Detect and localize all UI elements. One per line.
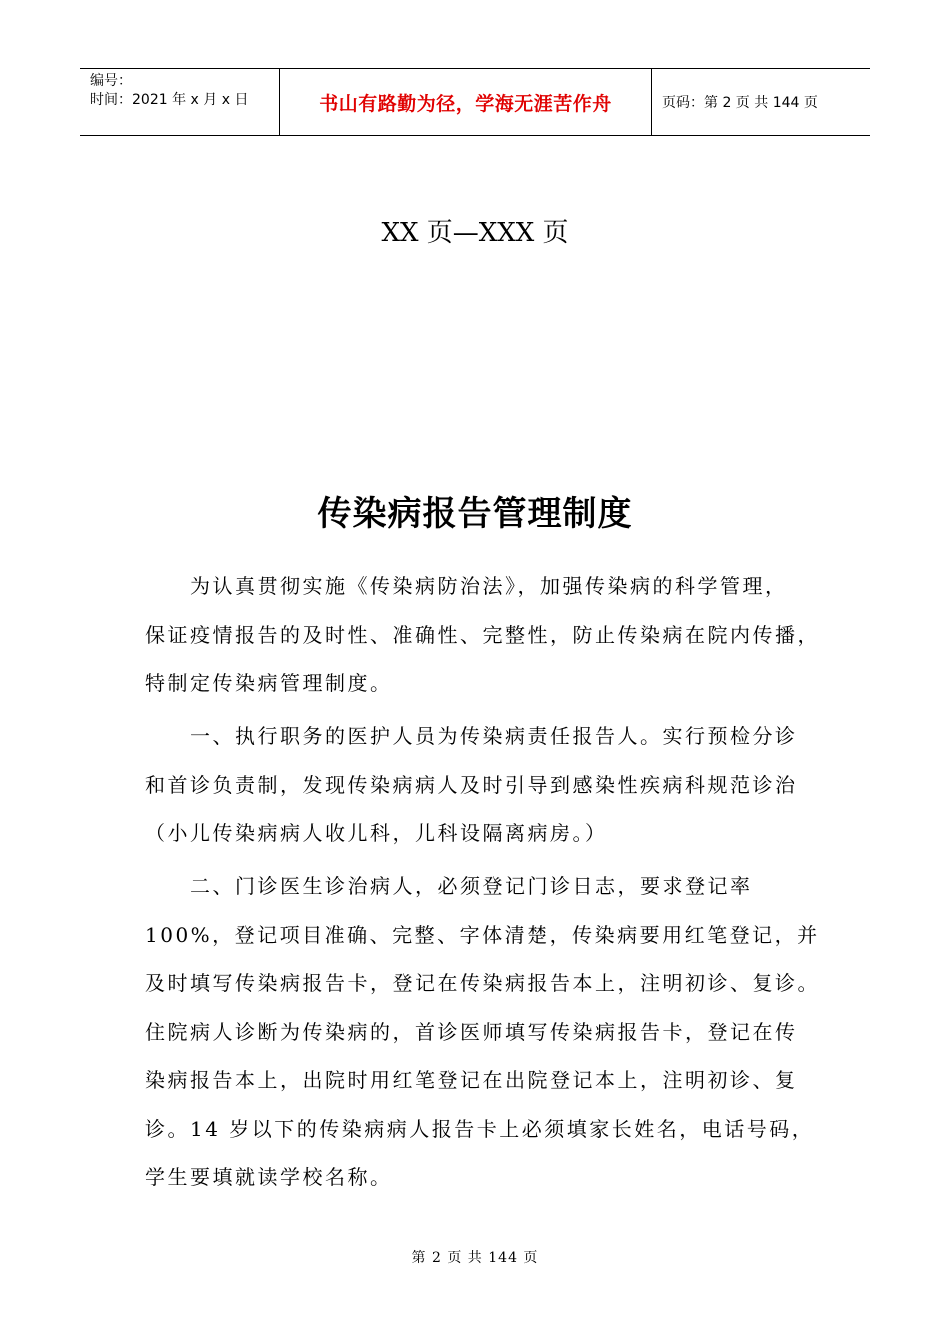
paragraph-line: 一、执行职务的医护人员为传染病责任报告人。实行预检分诊: [190, 724, 798, 748]
page-range: XX 页—XXX 页: [381, 218, 569, 248]
header-meta: [80, 69, 280, 135]
document-number-label: 编号：: [90, 73, 132, 89]
paragraph-line: 100%，登记项目准确、完整、字体清楚，传染病要用红笔登记，并: [145, 922, 820, 947]
paragraph-line: 住院病人诊断为传染病的，首诊医师填写传染病报告卡，登记在传: [145, 1019, 798, 1044]
paragraph-line: 二、门诊医生诊治病人，必须登记门诊日志，要求登记率: [190, 874, 753, 898]
header-page-info: 页码：第 2 页 共 144 页: [662, 95, 818, 111]
document-title: 传染病报告管理制度: [317, 494, 633, 534]
paragraph-line: 诊。14 岁以下的传染病病人报告卡上必须填家长姓名，电话号码，: [145, 1116, 815, 1141]
page-header: [80, 68, 870, 136]
document-date: 时间：2021 年 x 月 x 日: [90, 92, 249, 108]
paragraph-intro: [145, 562, 825, 708]
page-footer: 第 2 页 共 144 页: [411, 1250, 539, 1266]
paragraph-line: 为认真贯彻实施《传染病防治法》，加强传染病的科学管理，: [190, 574, 788, 598]
paragraph-line: 保证疫情报告的及时性、准确性、完整性，防止传染病在院内传播，: [145, 622, 820, 647]
paragraph-line: （小儿传染病病人收儿科，儿科设隔离病房。）: [145, 821, 608, 845]
paragraph-line: 特制定传染病管理制度。: [145, 671, 393, 695]
paragraph-line: 和首诊负责制，发现传染病病人及时引导到感染性疾病科规范诊治: [145, 772, 798, 797]
paragraph-rule-2: [145, 862, 825, 1202]
header-motto: 书山有路勤为径，学海无涯苦作舟: [280, 69, 652, 135]
paragraph-line: 染病报告本上，出院时用红笔登记在出院登记本上，注明初诊、复: [145, 1068, 798, 1092]
paragraph-rule-1: [145, 712, 825, 858]
paragraph-line: 学生要填就读学校名称。: [145, 1165, 393, 1189]
paragraph-line: 及时填写传染病报告卡，登记在传染病报告本上，注明初诊、复诊。: [145, 971, 820, 995]
